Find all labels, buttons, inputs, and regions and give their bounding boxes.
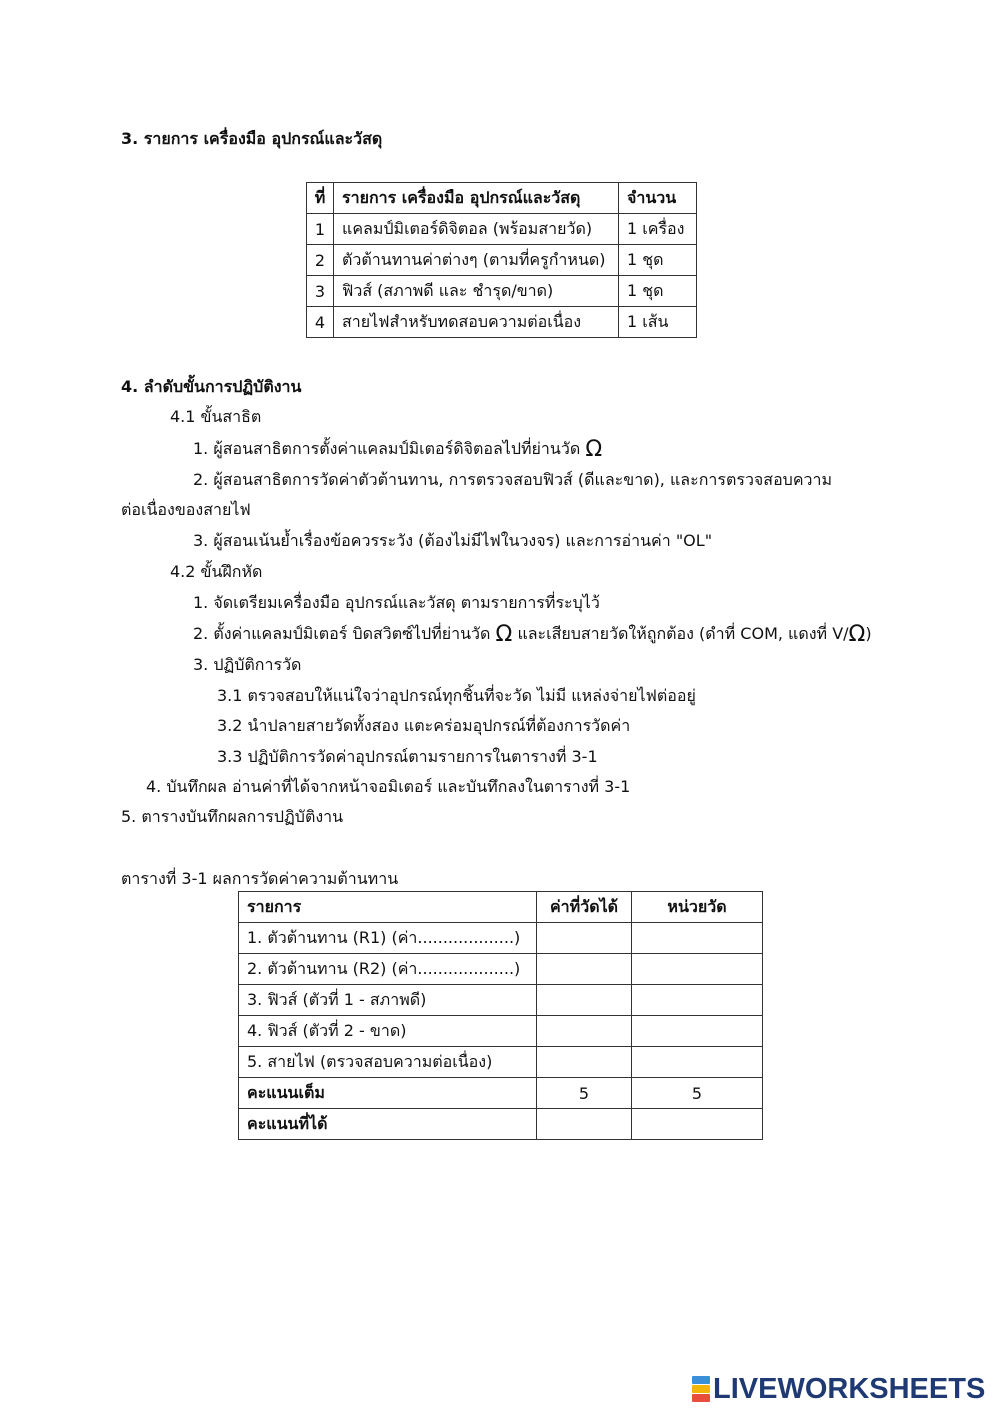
measured-value-cell[interactable]	[537, 1016, 632, 1047]
step-4-2-3: 3. ปฏิบัติการวัด	[193, 655, 302, 674]
measured-value-cell[interactable]	[537, 1047, 632, 1078]
obtained-score-label: คะแนนที่ได้	[239, 1109, 537, 1140]
section-5-heading: 5. ตารางบันทึกผลการปฏิบัติงาน	[121, 807, 344, 826]
table-row	[239, 1016, 763, 1047]
row-qty: 1 ชุด	[619, 276, 697, 307]
row-item: ตัวต้านทานค่าต่างๆ (ตามที่ครูกำหนด)	[334, 245, 619, 276]
measured-value-cell[interactable]	[537, 985, 632, 1016]
header-qty: จำนวน	[619, 183, 697, 214]
full-score-label: คะแนนเต็ม	[239, 1078, 537, 1109]
liveworksheets-logo	[692, 1373, 985, 1405]
table-row	[239, 985, 763, 1016]
step-4-2-1: 1. จัดเตรียมเครื่องมือ อุปกรณ์และวัสดุ ตามรายการที่ระบุไว้	[193, 593, 600, 612]
omega-symbol: Ω	[495, 622, 513, 647]
row-no: 1	[307, 214, 334, 245]
step-4-1-3: 3. ผู้สอนเน้นย้ำเรื่องข้อควรระวัง (ต้องไม่มีไฟในวงจร) และการอ่านค่า "OL"	[193, 531, 713, 550]
row-no: 2	[307, 245, 334, 276]
table-row	[307, 214, 697, 245]
step-4-1-2-line1: 2. ผู้สอนสาธิตการวัดค่าตัวต้านทาน, การตรวจสอบฟิวส์ (ดีและขาด), และการตรวจสอบความ	[193, 470, 833, 489]
row-qty: 1 ชุด	[619, 245, 697, 276]
full-score-measured: 5	[537, 1078, 632, 1109]
unit-cell[interactable]	[632, 954, 763, 985]
header-measured: ค่าที่วัดได้	[537, 892, 632, 923]
unit-cell[interactable]	[632, 985, 763, 1016]
measured-value-cell[interactable]	[537, 954, 632, 985]
step-text: 1. ผู้สอนสาธิตการตั้งค่าแคลมป์มิเตอร์ดิจิตอลไปที่ย่านวัด	[193, 439, 581, 458]
measured-value-cell[interactable]	[537, 923, 632, 954]
full-score-row	[239, 1078, 763, 1109]
step-4-2-3-1: 3.1 ตรวจสอบให้แน่ใจว่าอุปกรณ์ทุกชิ้นที่จะวัด ไม่มี แหล่งจ่ายไฟต่ออยู่	[217, 686, 696, 705]
step-4-1-1	[193, 438, 602, 461]
table-row	[239, 923, 763, 954]
step-text: )	[865, 624, 872, 643]
table-row	[239, 1047, 763, 1078]
step-text: 2. ตั้งค่าแคลมป์มิเตอร์ บิดสวิตซ์ไปที่ย่านวัด	[193, 624, 491, 643]
equipment-table	[306, 182, 697, 338]
omega-symbol: Ω	[585, 437, 603, 462]
step-4-4: 4. บันทึกผล อ่านค่าที่ได้จากหน้าจอมิเตอร์ และบันทึกลงในตารางที่ 3-1	[146, 777, 631, 796]
row-item: 1. ตัวต้านทาน (R1) (ค่า...................)	[239, 923, 537, 954]
row-no: 3	[307, 276, 334, 307]
row-item: สายไฟสำหรับทดสอบความต่อเนื่อง	[334, 307, 619, 338]
section-3-heading: 3. รายการ เครื่องมือ อุปกรณ์และวัสดุ	[121, 129, 383, 148]
row-item: 2. ตัวต้านทาน (R2) (ค่า...................)	[239, 954, 537, 985]
row-item: ฟิวส์ (สภาพดี และ ชำรุด/ขาด)	[334, 276, 619, 307]
table-caption: ตารางที่ 3-1 ผลการวัดค่าความต้านทาน	[121, 869, 399, 888]
table-row	[307, 307, 697, 338]
logo-mark-icon	[692, 1376, 710, 1402]
step-4-1-2-line2: ต่อเนื่องของสายไฟ	[121, 500, 251, 519]
unit-cell[interactable]	[632, 1047, 763, 1078]
row-qty: 1 เส้น	[619, 307, 697, 338]
unit-cell[interactable]	[632, 923, 763, 954]
unit-cell[interactable]	[632, 1016, 763, 1047]
header-item: รายการ เครื่องมือ อุปกรณ์และวัสดุ	[334, 183, 619, 214]
obtained-measured-cell[interactable]	[537, 1109, 632, 1140]
table-header-row	[239, 892, 763, 923]
obtained-score-row	[239, 1109, 763, 1140]
omega-symbol: Ω	[848, 622, 866, 647]
header-unit: หน่วยวัด	[632, 892, 763, 923]
step-4-2-2	[193, 623, 872, 646]
row-item: 5. สายไฟ (ตรวจสอบความต่อเนื่อง)	[239, 1047, 537, 1078]
row-qty: 1 เครื่อง	[619, 214, 697, 245]
step-4-1-heading: 4.1 ขั้นสาธิต	[170, 407, 262, 426]
table-row	[239, 954, 763, 985]
row-item: 4. ฟิวส์ (ตัวที่ 2 - ขาด)	[239, 1016, 537, 1047]
logo-text: LIVEWORKSHEETS	[713, 1372, 986, 1405]
header-item: รายการ	[239, 892, 537, 923]
row-item: 3. ฟิวส์ (ตัวที่ 1 - สภาพดี)	[239, 985, 537, 1016]
result-table	[238, 891, 763, 1140]
table-header-row	[307, 183, 697, 214]
row-item: แคลมป์มิเตอร์ดิจิตอล (พร้อมสายวัด)	[334, 214, 619, 245]
header-no: ที่	[307, 183, 334, 214]
table-row	[307, 276, 697, 307]
table-row	[307, 245, 697, 276]
row-no: 4	[307, 307, 334, 338]
step-text: และเสียบสายวัดให้ถูกต้อง (ดำที่ COM, แดงที่ V/	[517, 624, 849, 643]
step-4-2-heading: 4.2 ขั้นฝึกหัด	[170, 562, 263, 581]
obtained-unit-cell[interactable]	[632, 1109, 763, 1140]
section-4-heading: 4. ลำดับขั้นการปฏิบัติงาน	[121, 377, 302, 396]
step-4-2-3-3: 3.3 ปฏิบัติการวัดค่าอุปกรณ์ตามรายการในตารางที่ 3-1	[217, 747, 598, 766]
full-score-unit: 5	[632, 1078, 763, 1109]
step-4-2-3-2: 3.2 นำปลายสายวัดทั้งสอง แตะคร่อมอุปกรณ์ที่ต้องการวัดค่า	[217, 716, 631, 735]
